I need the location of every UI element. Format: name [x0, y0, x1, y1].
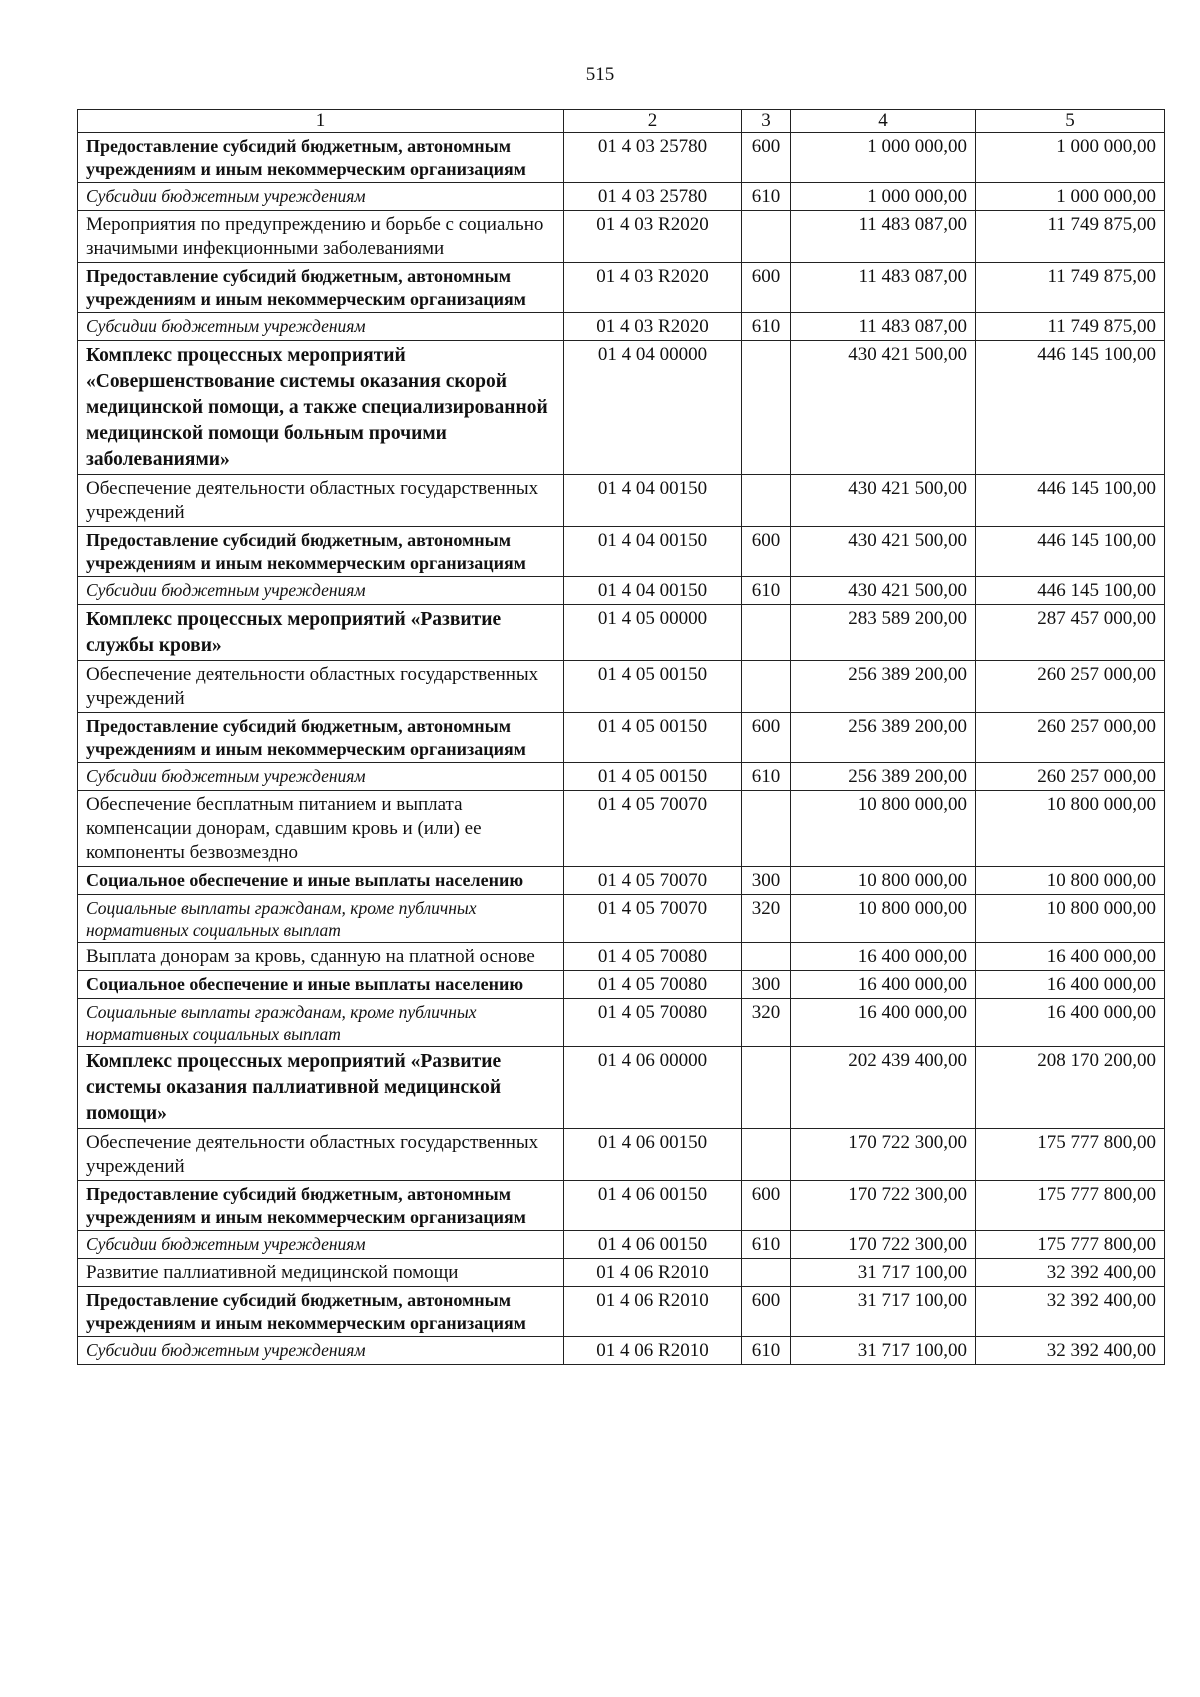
row-code-cell: 01 4 05 70070	[564, 895, 742, 943]
row-amount-2-cell: 260 257 000,00	[976, 763, 1165, 791]
row-amount-1-cell: 31 717 100,00	[791, 1287, 976, 1337]
row-name-cell: Комплекс процессных мероприятий «Развитие системы оказания паллиативной медицинской помощи»	[78, 1047, 564, 1129]
row-code-cell: 01 4 06 R2010	[564, 1337, 742, 1365]
row-amount-2-cell: 11 749 875,00	[976, 211, 1165, 263]
table-row	[78, 1287, 1165, 1337]
header-cell: 4	[791, 110, 976, 133]
row-amount-2-cell: 175 777 800,00	[976, 1181, 1165, 1231]
row-amount-2-cell: 32 392 400,00	[976, 1287, 1165, 1337]
header-row	[78, 110, 1165, 133]
row-code-cell: 01 4 06 00150	[564, 1181, 742, 1231]
row-code-cell: 01 4 06 R2010	[564, 1287, 742, 1337]
row-group-cell	[742, 1259, 791, 1287]
row-group-cell: 610	[742, 1337, 791, 1365]
table-row	[78, 527, 1165, 577]
table-row	[78, 661, 1165, 713]
row-name-cell: Предоставление субсидий бюджетным, автономным учреждениям и иным некоммерческим организациям	[78, 713, 564, 763]
table-row	[78, 1337, 1165, 1365]
row-amount-1-cell: 16 400 000,00	[791, 943, 976, 971]
row-name-cell: Социальные выплаты гражданам, кроме публичных нормативных социальных выплат	[78, 895, 564, 943]
row-amount-1-cell: 1 000 000,00	[791, 183, 976, 211]
table-row	[78, 475, 1165, 527]
table-row	[78, 1181, 1165, 1231]
row-group-cell	[742, 1129, 791, 1181]
table-row	[78, 341, 1165, 475]
row-amount-1-cell: 256 389 200,00	[791, 763, 976, 791]
table-row	[78, 1259, 1165, 1287]
row-group-cell	[742, 475, 791, 527]
table-row	[78, 867, 1165, 895]
row-name-cell: Обеспечение деятельности областных государственных учреждений	[78, 661, 564, 713]
row-amount-2-cell: 11 749 875,00	[976, 263, 1165, 313]
row-name-cell: Субсидии бюджетным учреждениям	[78, 1231, 564, 1259]
row-name-cell: Субсидии бюджетным учреждениям	[78, 183, 564, 211]
row-code-cell: 01 4 05 00150	[564, 661, 742, 713]
row-amount-2-cell: 1 000 000,00	[976, 183, 1165, 211]
row-code-cell: 01 4 06 R2010	[564, 1259, 742, 1287]
row-code-cell: 01 4 03 25780	[564, 183, 742, 211]
row-amount-1-cell: 31 717 100,00	[791, 1337, 976, 1365]
table-row	[78, 577, 1165, 605]
row-name-cell: Комплекс процессных мероприятий «Совершенствование системы оказания скорой медицинской помощи, а также специализированной медицинской помощи больным прочими заболеваниями»	[78, 341, 564, 475]
row-amount-1-cell: 1 000 000,00	[791, 133, 976, 183]
row-code-cell: 01 4 05 70080	[564, 971, 742, 999]
row-name-cell: Социальное обеспечение и иные выплаты населению	[78, 971, 564, 999]
row-group-cell: 600	[742, 713, 791, 763]
row-group-cell	[742, 211, 791, 263]
row-amount-1-cell: 170 722 300,00	[791, 1231, 976, 1259]
row-amount-2-cell: 208 170 200,00	[976, 1047, 1165, 1129]
row-amount-2-cell: 260 257 000,00	[976, 713, 1165, 763]
row-amount-1-cell: 170 722 300,00	[791, 1181, 976, 1231]
row-name-cell: Развитие паллиативной медицинской помощи	[78, 1259, 564, 1287]
table-row	[78, 999, 1165, 1047]
row-name-cell: Обеспечение бесплатным питанием и выплата компенсации донорам, сдавшим кровь и (или) ее компоненты безвозмездно	[78, 791, 564, 867]
table-body	[78, 133, 1165, 1365]
table-row	[78, 133, 1165, 183]
budget-table	[77, 109, 1165, 1365]
row-name-cell: Субсидии бюджетным учреждениям	[78, 577, 564, 605]
row-amount-1-cell: 170 722 300,00	[791, 1129, 976, 1181]
row-amount-1-cell: 430 421 500,00	[791, 527, 976, 577]
row-code-cell: 01 4 04 00150	[564, 475, 742, 527]
row-name-cell: Предоставление субсидий бюджетным, автономным учреждениям и иным некоммерческим организациям	[78, 1181, 564, 1231]
header-cell: 3	[742, 110, 791, 133]
row-group-cell	[742, 341, 791, 475]
row-name-cell: Предоставление субсидий бюджетным, автономным учреждениям и иным некоммерческим организациям	[78, 1287, 564, 1337]
row-amount-2-cell: 16 400 000,00	[976, 999, 1165, 1047]
row-amount-1-cell: 10 800 000,00	[791, 895, 976, 943]
row-amount-1-cell: 430 421 500,00	[791, 341, 976, 475]
row-amount-1-cell: 11 483 087,00	[791, 263, 976, 313]
row-amount-2-cell: 175 777 800,00	[976, 1129, 1165, 1181]
row-group-cell: 320	[742, 895, 791, 943]
row-code-cell: 01 4 03 R2020	[564, 263, 742, 313]
table-row	[78, 895, 1165, 943]
row-amount-2-cell: 260 257 000,00	[976, 661, 1165, 713]
row-amount-2-cell: 446 145 100,00	[976, 527, 1165, 577]
row-amount-2-cell: 16 400 000,00	[976, 971, 1165, 999]
table-row	[78, 943, 1165, 971]
row-name-cell: Обеспечение деятельности областных государственных учреждений	[78, 475, 564, 527]
row-amount-2-cell: 32 392 400,00	[976, 1337, 1165, 1365]
row-amount-2-cell: 10 800 000,00	[976, 791, 1165, 867]
row-code-cell: 01 4 06 00000	[564, 1047, 742, 1129]
table-row	[78, 313, 1165, 341]
row-name-cell: Обеспечение деятельности областных государственных учреждений	[78, 1129, 564, 1181]
row-amount-2-cell: 10 800 000,00	[976, 895, 1165, 943]
row-amount-1-cell: 11 483 087,00	[791, 313, 976, 341]
row-group-cell: 610	[742, 763, 791, 791]
table-row	[78, 1047, 1165, 1129]
row-name-cell: Субсидии бюджетным учреждениям	[78, 763, 564, 791]
row-code-cell: 01 4 05 70070	[564, 791, 742, 867]
row-amount-2-cell: 287 457 000,00	[976, 605, 1165, 661]
row-code-cell: 01 4 04 00150	[564, 577, 742, 605]
table-row	[78, 211, 1165, 263]
header-cell: 5	[976, 110, 1165, 133]
row-name-cell: Предоставление субсидий бюджетным, автономным учреждениям и иным некоммерческим организациям	[78, 527, 564, 577]
row-code-cell: 01 4 05 00150	[564, 713, 742, 763]
row-name-cell: Субсидии бюджетным учреждениям	[78, 313, 564, 341]
table-row	[78, 971, 1165, 999]
row-amount-2-cell: 446 145 100,00	[976, 577, 1165, 605]
row-amount-1-cell: 10 800 000,00	[791, 791, 976, 867]
row-code-cell: 01 4 05 70080	[564, 943, 742, 971]
row-amount-2-cell: 11 749 875,00	[976, 313, 1165, 341]
row-name-cell: Выплата донорам за кровь, сданную на платной основе	[78, 943, 564, 971]
row-amount-1-cell: 256 389 200,00	[791, 661, 976, 713]
row-group-cell: 320	[742, 999, 791, 1047]
row-name-cell: Предоставление субсидий бюджетным, автономным учреждениям и иным некоммерческим организациям	[78, 133, 564, 183]
row-group-cell: 300	[742, 867, 791, 895]
table-row	[78, 1231, 1165, 1259]
row-amount-1-cell: 430 421 500,00	[791, 577, 976, 605]
row-amount-2-cell: 446 145 100,00	[976, 475, 1165, 527]
row-name-cell: Комплекс процессных мероприятий «Развитие службы крови»	[78, 605, 564, 661]
table-row	[78, 713, 1165, 763]
row-code-cell: 01 4 04 00000	[564, 341, 742, 475]
row-amount-2-cell: 16 400 000,00	[976, 943, 1165, 971]
row-group-cell	[742, 1047, 791, 1129]
row-code-cell: 01 4 06 00150	[564, 1231, 742, 1259]
row-code-cell: 01 4 05 70080	[564, 999, 742, 1047]
row-group-cell	[742, 605, 791, 661]
row-amount-1-cell: 16 400 000,00	[791, 971, 976, 999]
page-number: 515	[585, 64, 615, 85]
row-group-cell: 600	[742, 133, 791, 183]
row-code-cell: 01 4 05 00150	[564, 763, 742, 791]
row-group-cell	[742, 791, 791, 867]
row-code-cell: 01 4 05 70070	[564, 867, 742, 895]
row-group-cell: 610	[742, 183, 791, 211]
row-amount-2-cell: 446 145 100,00	[976, 341, 1165, 475]
row-code-cell: 01 4 03 R2020	[564, 313, 742, 341]
row-group-cell: 600	[742, 527, 791, 577]
row-name-cell: Мероприятия по предупреждению и борьбе с социально значимыми инфекционными заболеваниями	[78, 211, 564, 263]
row-code-cell: 01 4 03 25780	[564, 133, 742, 183]
row-amount-2-cell: 10 800 000,00	[976, 867, 1165, 895]
row-amount-1-cell: 202 439 400,00	[791, 1047, 976, 1129]
row-amount-2-cell: 32 392 400,00	[976, 1259, 1165, 1287]
row-group-cell: 610	[742, 577, 791, 605]
row-name-cell: Субсидии бюджетным учреждениям	[78, 1337, 564, 1365]
row-amount-1-cell: 256 389 200,00	[791, 713, 976, 763]
table-row	[78, 263, 1165, 313]
row-amount-1-cell: 283 589 200,00	[791, 605, 976, 661]
row-group-cell: 600	[742, 263, 791, 313]
row-group-cell: 300	[742, 971, 791, 999]
table-row	[78, 1129, 1165, 1181]
row-group-cell: 600	[742, 1181, 791, 1231]
table-row	[78, 605, 1165, 661]
row-group-cell: 610	[742, 313, 791, 341]
row-name-cell: Социальное обеспечение и иные выплаты населению	[78, 867, 564, 895]
row-amount-2-cell: 175 777 800,00	[976, 1231, 1165, 1259]
row-amount-1-cell: 10 800 000,00	[791, 867, 976, 895]
table-row	[78, 763, 1165, 791]
row-code-cell: 01 4 06 00150	[564, 1129, 742, 1181]
row-code-cell: 01 4 04 00150	[564, 527, 742, 577]
row-name-cell: Предоставление субсидий бюджетным, автономным учреждениям и иным некоммерческим организациям	[78, 263, 564, 313]
row-amount-1-cell: 430 421 500,00	[791, 475, 976, 527]
row-amount-2-cell: 1 000 000,00	[976, 133, 1165, 183]
row-group-cell	[742, 943, 791, 971]
header-cell: 1	[78, 110, 564, 133]
row-amount-1-cell: 31 717 100,00	[791, 1259, 976, 1287]
row-group-cell	[742, 661, 791, 713]
row-group-cell: 610	[742, 1231, 791, 1259]
row-amount-1-cell: 16 400 000,00	[791, 999, 976, 1047]
row-code-cell: 01 4 03 R2020	[564, 211, 742, 263]
row-code-cell: 01 4 05 00000	[564, 605, 742, 661]
table-row	[78, 791, 1165, 867]
row-amount-1-cell: 11 483 087,00	[791, 211, 976, 263]
header-cell: 2	[564, 110, 742, 133]
row-group-cell: 600	[742, 1287, 791, 1337]
row-name-cell: Социальные выплаты гражданам, кроме публичных нормативных социальных выплат	[78, 999, 564, 1047]
table-row	[78, 183, 1165, 211]
